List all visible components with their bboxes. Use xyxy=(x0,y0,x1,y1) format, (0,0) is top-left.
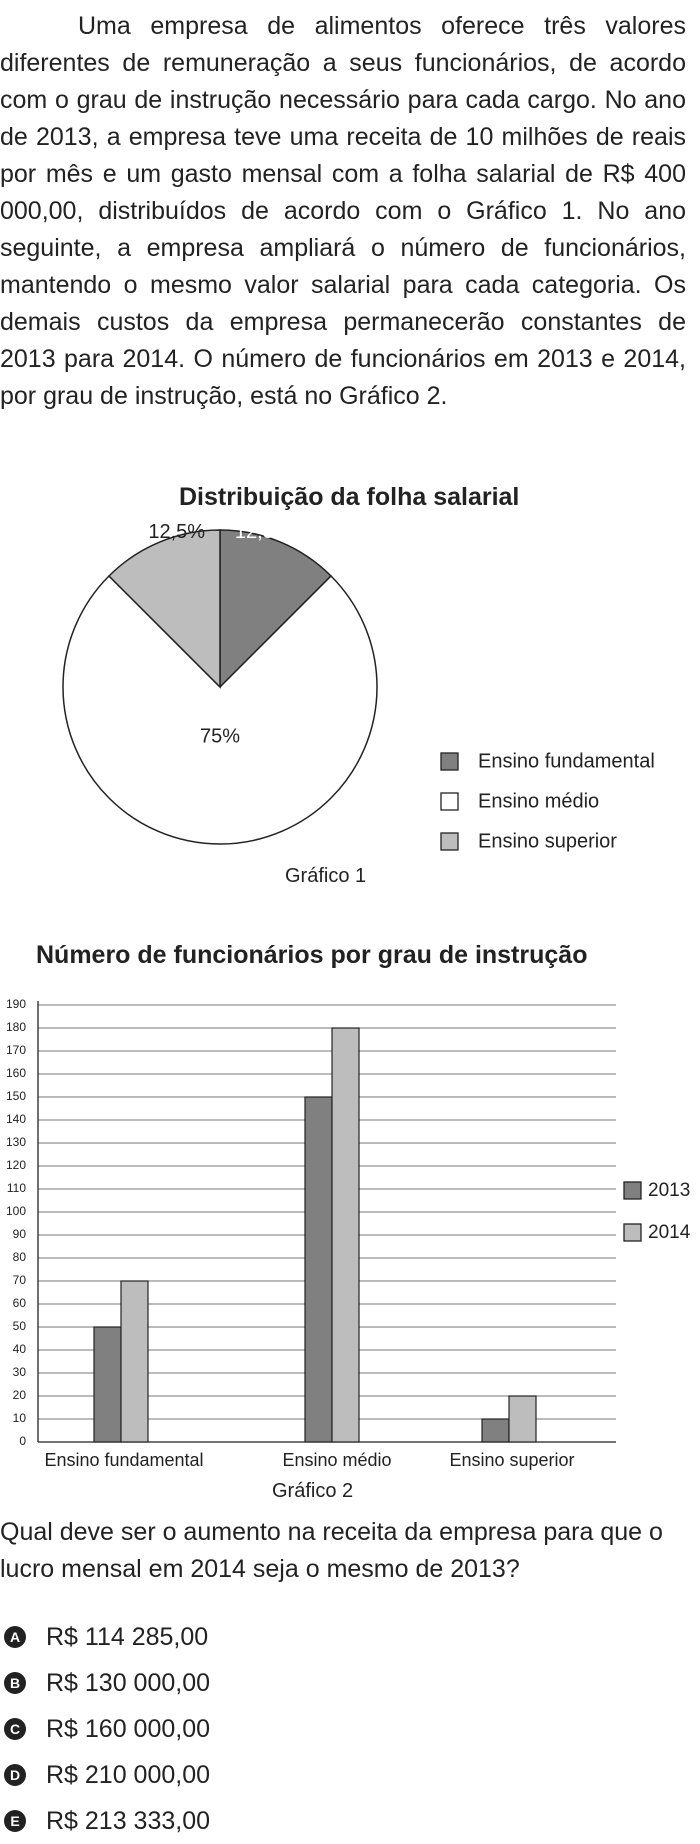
pie-slice-label: 75% xyxy=(199,725,241,748)
pie-slice-label: 12,5% xyxy=(148,520,206,543)
pie-chart-title: Distribuição da folha salarial xyxy=(179,483,520,511)
bar-chart-caption: Gráfico 2 xyxy=(272,1480,354,1502)
pie-legend-swatch xyxy=(441,793,458,810)
y-tick-label: 140 xyxy=(5,1112,26,1127)
option-a[interactable] xyxy=(0,1614,210,1660)
y-tick-label: 20 xyxy=(12,1388,26,1403)
bar-2014-3 xyxy=(509,1396,536,1442)
option-e[interactable] xyxy=(0,1798,210,1844)
option-d[interactable] xyxy=(0,1752,210,1798)
x-tick-label: Ensino superior xyxy=(449,1450,575,1470)
y-tick-label: 40 xyxy=(12,1342,26,1357)
bar-legend-swatch xyxy=(624,1224,641,1241)
pie-chart-caption: Gráfico 1 xyxy=(285,865,367,887)
pie-legend-label: Ensino médio xyxy=(478,790,600,813)
y-tick-label: 150 xyxy=(5,1089,26,1104)
y-tick-label: 110 xyxy=(6,1181,26,1196)
y-tick-label: 70 xyxy=(12,1273,26,1288)
option-letter-badge: B xyxy=(4,1672,26,1694)
option-b[interactable] xyxy=(0,1660,210,1706)
y-tick-label: 80 xyxy=(12,1250,26,1265)
bar-2014-1 xyxy=(121,1281,148,1442)
y-tick-label: 30 xyxy=(12,1365,26,1380)
pie-chart xyxy=(0,520,700,860)
pie-legend-swatch xyxy=(441,833,458,850)
y-tick-label: 10 xyxy=(12,1411,26,1426)
y-tick-label: 190 xyxy=(5,997,26,1012)
bar-2013-1 xyxy=(94,1327,121,1442)
bar-2014-2 xyxy=(332,1028,359,1442)
y-tick-label: 0 xyxy=(19,1434,26,1449)
y-tick-label: 60 xyxy=(12,1296,26,1311)
y-tick-label: 180 xyxy=(5,1020,26,1035)
pie-legend-label: Ensino superior xyxy=(478,830,617,853)
option-text: R$ 160 000,00 xyxy=(46,1714,211,1743)
pie-slice-label: 12,5% xyxy=(234,520,292,543)
y-tick-label: 170 xyxy=(5,1043,26,1058)
option-text: R$ 213 333,00 xyxy=(46,1806,211,1835)
bar-legend-label: 2014 xyxy=(648,1222,691,1244)
pie-legend-label: Ensino fundamental xyxy=(478,750,655,773)
problem-statement: Uma empresa de alimentos oferece três valores diferentes de remuneração a seus funcionários, de acordo com o grau de instrução necessário para cada cargo. No ano de 2013, a empresa teve uma receita de 10 milhões de reais por mês e um gasto mensal com a folha salarial de R$ 400 000,00, distribuídos de acordo com o Gráfico 1. No ano seguinte, a empresa ampliará o número de funcionários, mantendo o mesmo valor salarial para cada categoria. Os demais custos da empresa permanecerão constantes de 2013 para 2014. O número de funcionários em 2013 e 2014, por grau de instrução, está no Gráfico 2. xyxy=(0,12,686,410)
y-tick-label: 100 xyxy=(5,1204,26,1219)
bar-chart xyxy=(0,985,700,1470)
option-text: R$ 114 285,00 xyxy=(46,1622,209,1651)
bar-chart-title: Número de funcionários por grau de instrução xyxy=(36,941,588,969)
x-tick-label: Ensino fundamental xyxy=(44,1450,204,1470)
option-letter-badge: E xyxy=(4,1810,26,1832)
bar-2013-3 xyxy=(482,1419,509,1442)
y-tick-label: 90 xyxy=(12,1227,26,1242)
pie-legend-swatch xyxy=(441,753,458,770)
option-letter-badge: A xyxy=(4,1626,26,1648)
option-letter-badge: D xyxy=(4,1764,26,1786)
option-c[interactable] xyxy=(0,1706,210,1752)
y-tick-label: 120 xyxy=(5,1158,26,1173)
option-text: R$ 130 000,00 xyxy=(46,1668,211,1697)
option-letter-badge: C xyxy=(4,1718,26,1740)
y-tick-label: 50 xyxy=(12,1319,26,1334)
option-text: R$ 210 000,00 xyxy=(46,1760,211,1789)
x-tick-label: Ensino médio xyxy=(282,1450,392,1470)
answer-options xyxy=(0,1614,210,1844)
bar-2013-2 xyxy=(305,1097,332,1442)
y-tick-label: 130 xyxy=(5,1135,26,1150)
question-text: Qual deve ser o aumento na receita da empresa para que o lucro mensal em 2014 seja o mesmo de 2013? xyxy=(0,1518,663,1583)
bar-legend-swatch xyxy=(624,1182,641,1199)
y-tick-label: 160 xyxy=(5,1066,26,1081)
bar-legend-label: 2013 xyxy=(648,1180,691,1202)
